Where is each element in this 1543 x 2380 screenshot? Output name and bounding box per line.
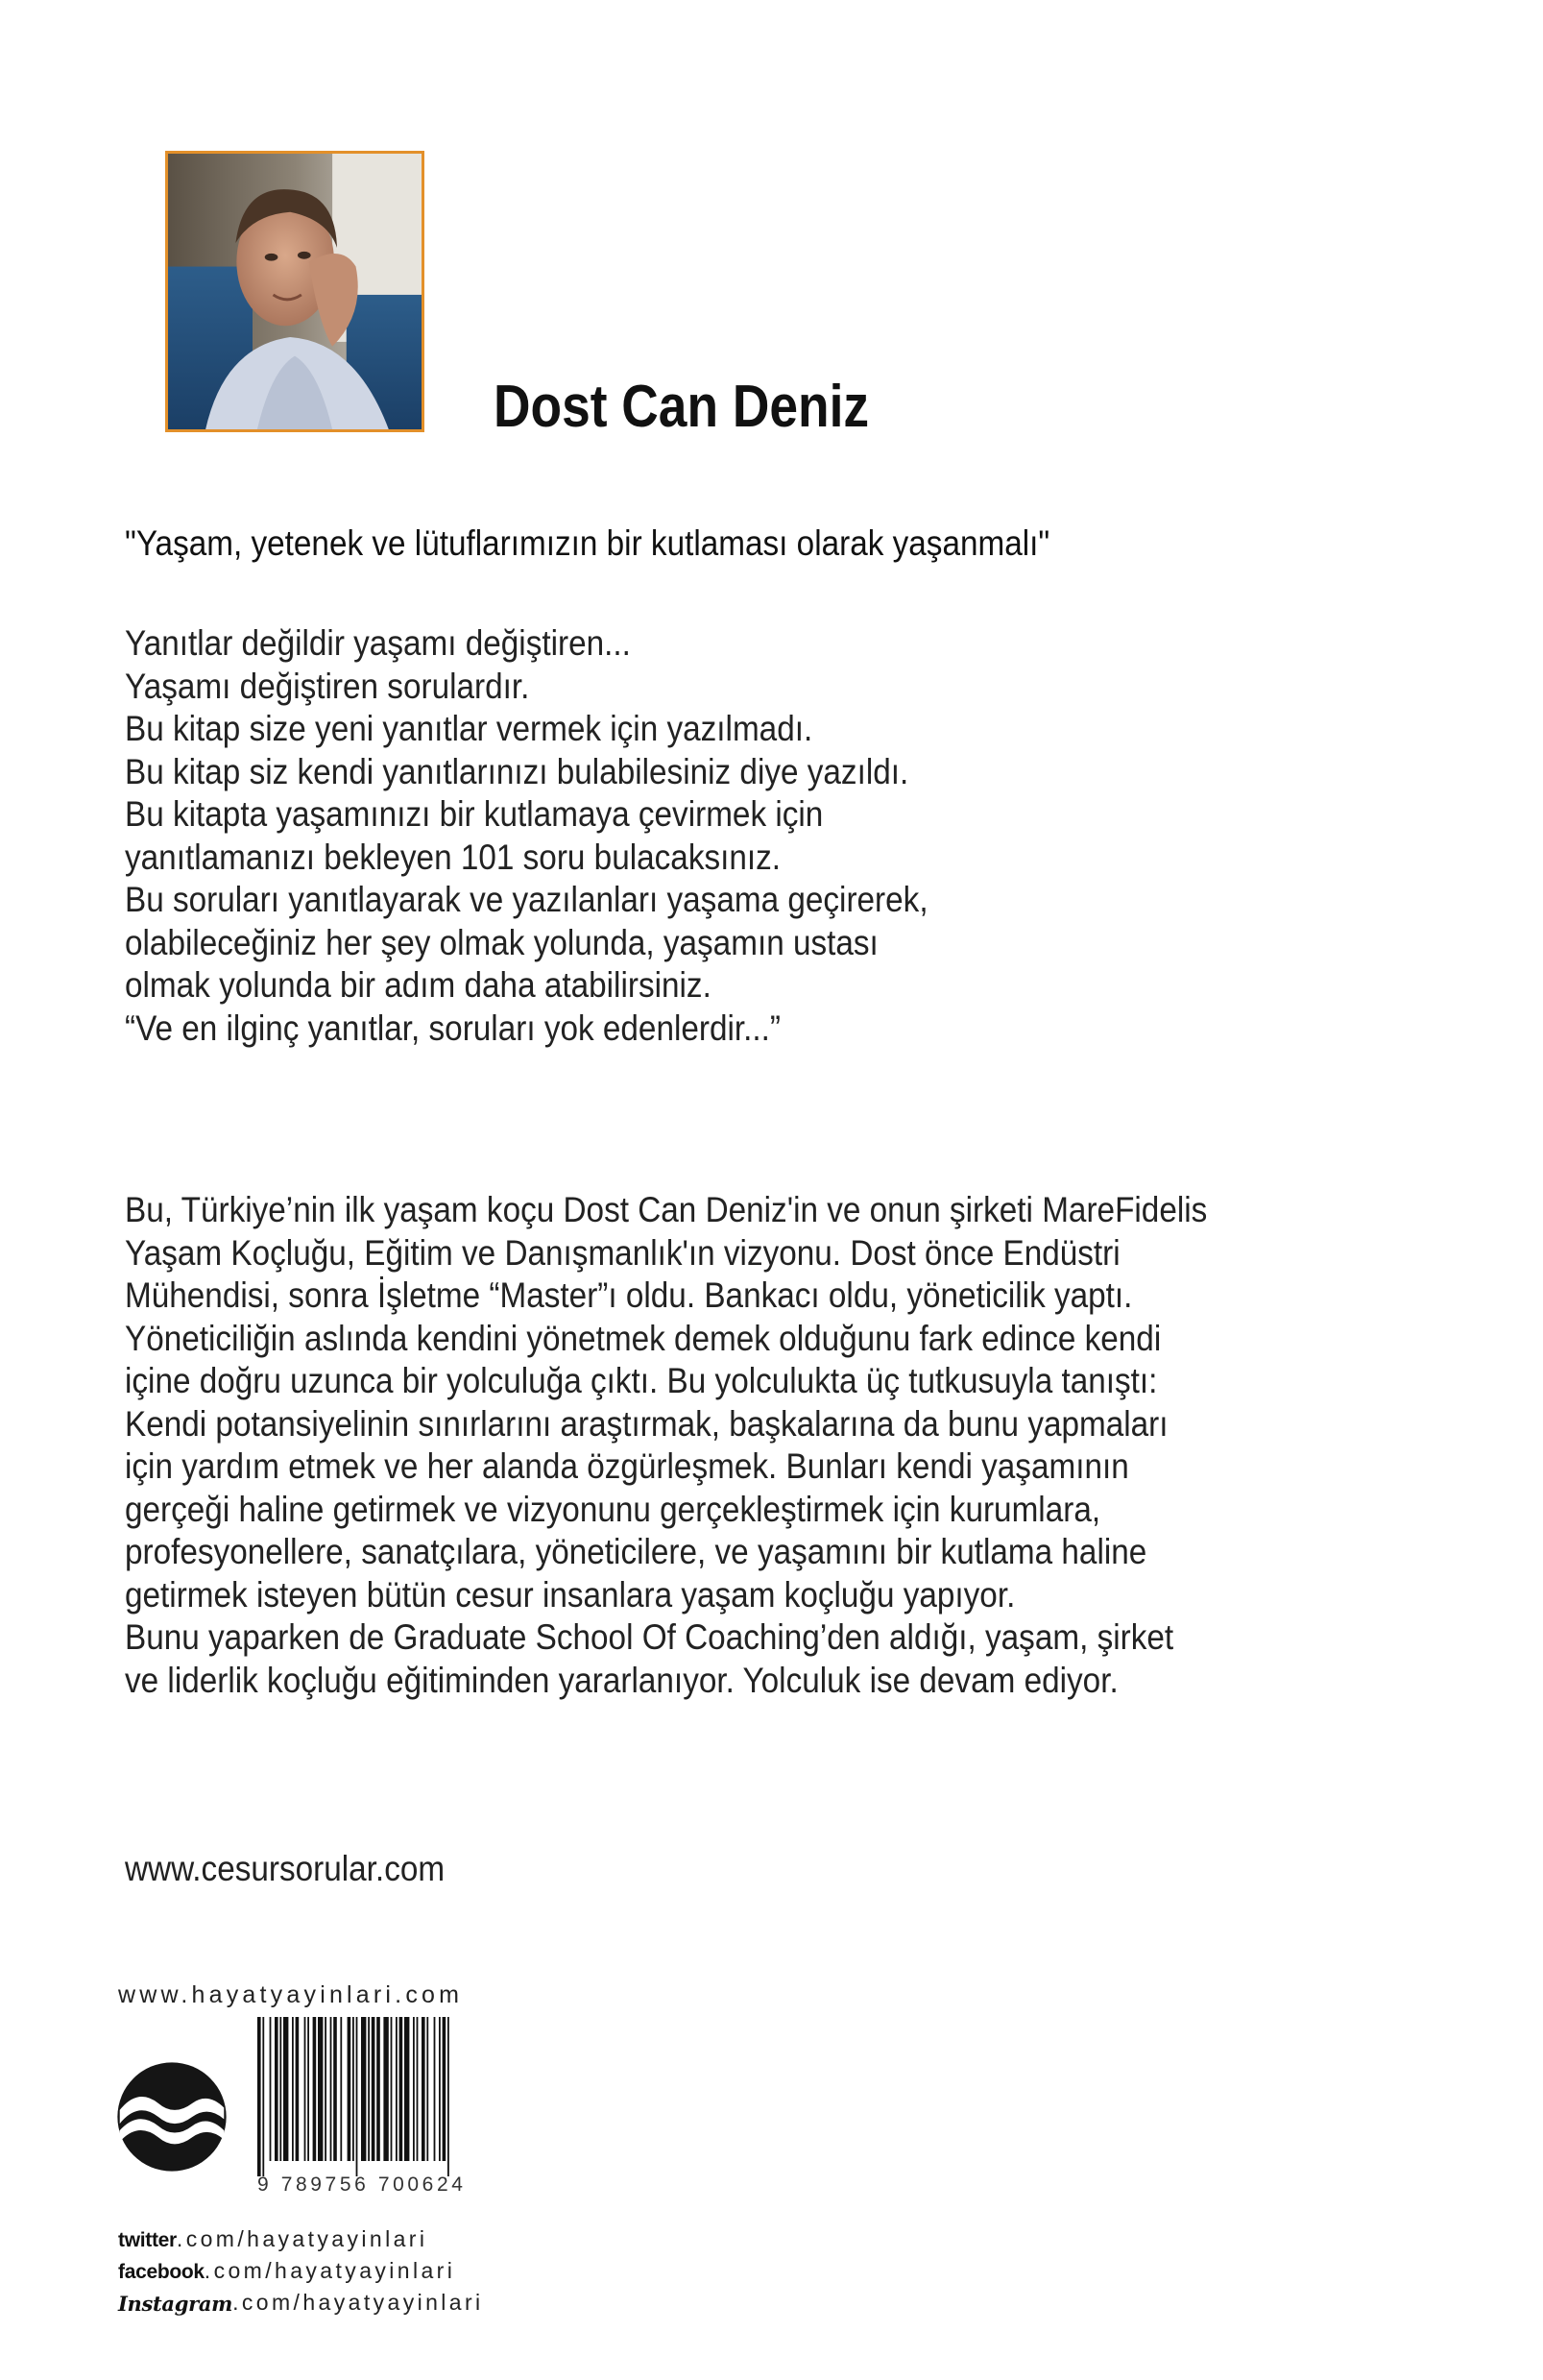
- barcode-bar: [318, 2017, 323, 2161]
- bio-line: profesyonellere, sanatçılara, yöneticilere, ve yaşamını bir kutlama haline: [125, 1532, 1147, 1571]
- isbn-number: 9 789756 700624: [257, 2174, 467, 2196]
- barcode-bar: [257, 2017, 261, 2176]
- barcode-bar: [383, 2017, 388, 2161]
- barcode-bar: [279, 2017, 281, 2161]
- author-name: Dost Can Deniz: [494, 374, 870, 440]
- instagram-link[interactable]: [118, 2284, 484, 2316]
- barcode-bar: [391, 2017, 393, 2161]
- intro-line: Bu kitap size yeni yanıtlar vermek için yazılmadı.: [125, 709, 813, 748]
- bio-line: gerçeği haline getirmek ve vizyonunu gerçekleştirmek için kurumlara,: [125, 1489, 1101, 1529]
- intro-paragraph: [125, 622, 928, 1050]
- bio-line: Yöneticiliğin aslında kendini yönetmek demek olduğunu fark edince kendi: [125, 1318, 1162, 1358]
- barcode-bar: [413, 2017, 415, 2161]
- twitter-handle: .com/hayatyayinlari: [176, 2226, 428, 2251]
- barcode-bar: [368, 2017, 370, 2161]
- intro-line: Bu kitapta yaşamınızı bir kutlamaya çevirmek için: [125, 794, 824, 834]
- twitter-logo-icon: twitter: [118, 2229, 177, 2251]
- barcode-bar: [348, 2017, 351, 2161]
- barcode-bar: [399, 2017, 403, 2161]
- barcode-bar: [361, 2017, 366, 2161]
- intro-line: Bu soruları yanıtlayarak ve yazılanları yaşama geçirerek,: [125, 880, 928, 919]
- author-website-link[interactable]: www.cesursorular.com: [125, 1849, 446, 1888]
- barcode-bar: [443, 2017, 446, 2161]
- author-bio: [125, 1189, 1207, 1702]
- barcode-bar: [262, 2017, 264, 2176]
- barcode-bar: [417, 2017, 419, 2161]
- bio-line: içine doğru uzunca bir yolculuğa çıktı. Bu yolculukta üç tutkusuyla tanıştı:: [125, 1361, 1158, 1400]
- barcode-bar: [356, 2017, 358, 2176]
- barcode-bar: [376, 2017, 380, 2161]
- publisher-website-link[interactable]: www.hayatyayinlari.com: [118, 1981, 464, 2008]
- bio-line: Bunu yaparken de Graduate School Of Coaching’den aldığı, yaşam, şirket: [125, 1617, 1174, 1657]
- bio-line: getirmek isteyen bütün cesur insanlara yaşam koçluğu yapıyor.: [125, 1574, 1016, 1615]
- author-portrait-image: [168, 154, 422, 429]
- barcode-bar: [447, 2017, 449, 2176]
- intro-line: Yaşamı değiştiren sorulardır.: [125, 666, 530, 706]
- instagram-logo-icon: Instagram: [118, 2292, 233, 2316]
- barcode-bar: [307, 2017, 309, 2161]
- facebook-link[interactable]: [118, 2252, 484, 2284]
- twitter-link[interactable]: [118, 2221, 484, 2252]
- barcode-bar: [422, 2017, 425, 2161]
- author-photo: [165, 151, 424, 432]
- barcode-bar: [270, 2017, 272, 2161]
- barcode-bar: [434, 2017, 436, 2161]
- barcode-bar: [396, 2017, 398, 2161]
- intro-line: olabileceğiniz her şey olmak yolunda, yaşamın ustası: [125, 922, 879, 962]
- barcode-bar: [325, 2017, 326, 2161]
- bio-line: Mühendisi, sonra İşletme “Master”ı oldu. Bankacı oldu, yöneticilik yaptı.: [125, 1275, 1133, 1315]
- intro-line: olmak yolunda bir adım daha atabilirsiniz.: [125, 965, 711, 1005]
- publisher-logo-icon: [115, 2060, 229, 2174]
- bio-line: için yardım etmek ve her alanda özgürleşmek. Bunları kendi yaşamının: [125, 1446, 1129, 1486]
- barcode-bar: [330, 2017, 332, 2161]
- barcode-bar: [352, 2017, 354, 2161]
- barcode-bar: [296, 2017, 300, 2161]
- barcode-bar: [292, 2017, 294, 2161]
- bio-line: ve liderlik koçluğu eğitiminden yararlanıyor. Yolculuk ise devam ediyor.: [125, 1660, 1119, 1700]
- barcode-bar: [304, 2017, 306, 2161]
- bio-line: Bu, Türkiye’nin ilk yaşam koçu Dost Can Deniz'in ve onun şirketi MareFidelis: [125, 1190, 1208, 1229]
- barcode-bar: [404, 2017, 409, 2161]
- barcode-bar: [275, 2017, 278, 2161]
- facebook-logo-icon: facebook: [118, 2261, 205, 2283]
- intro-line: Yanıtlar değildir yaşamı değiştiren...: [125, 623, 631, 663]
- social-links: [118, 2221, 484, 2316]
- intro-line: yanıtlamanızı bekleyen 101 soru bulacaksınız.: [125, 837, 782, 877]
- bio-line: Kendi potansiyelinin sınırlarını araştırmak, başkalarına da bunu yapmaları: [125, 1403, 1169, 1444]
- barcode-bar: [372, 2017, 375, 2161]
- barcode-bar: [439, 2017, 441, 2161]
- isbn-barcode: [252, 2017, 509, 2180]
- barcode-bar: [340, 2017, 342, 2161]
- barcode-bar: [283, 2017, 288, 2161]
- barcode-bar: [333, 2017, 337, 2161]
- bio-line: Yaşam Koçluğu, Eğitim ve Danışmanlık'ın vizyonu. Dost önce Endüstri: [125, 1232, 1121, 1273]
- barcode-bar: [426, 2017, 428, 2161]
- instagram-handle: .com/hayatyayinlari: [232, 2290, 484, 2315]
- intro-line: Bu kitap siz kendi yanıtlarınızı bulabilesiniz diye yazıldı.: [125, 751, 909, 791]
- barcode-bar: [313, 2017, 317, 2161]
- intro-line: “Ve en ilginç yanıtlar, soruları yok edenlerdir...”: [125, 1008, 782, 1048]
- facebook-handle: .com/hayatyayinlari: [204, 2258, 456, 2283]
- book-quote: "Yaşam, yetenek ve lütuflarımızın bir kutlaması olarak yaşanmalı": [125, 523, 1050, 563]
